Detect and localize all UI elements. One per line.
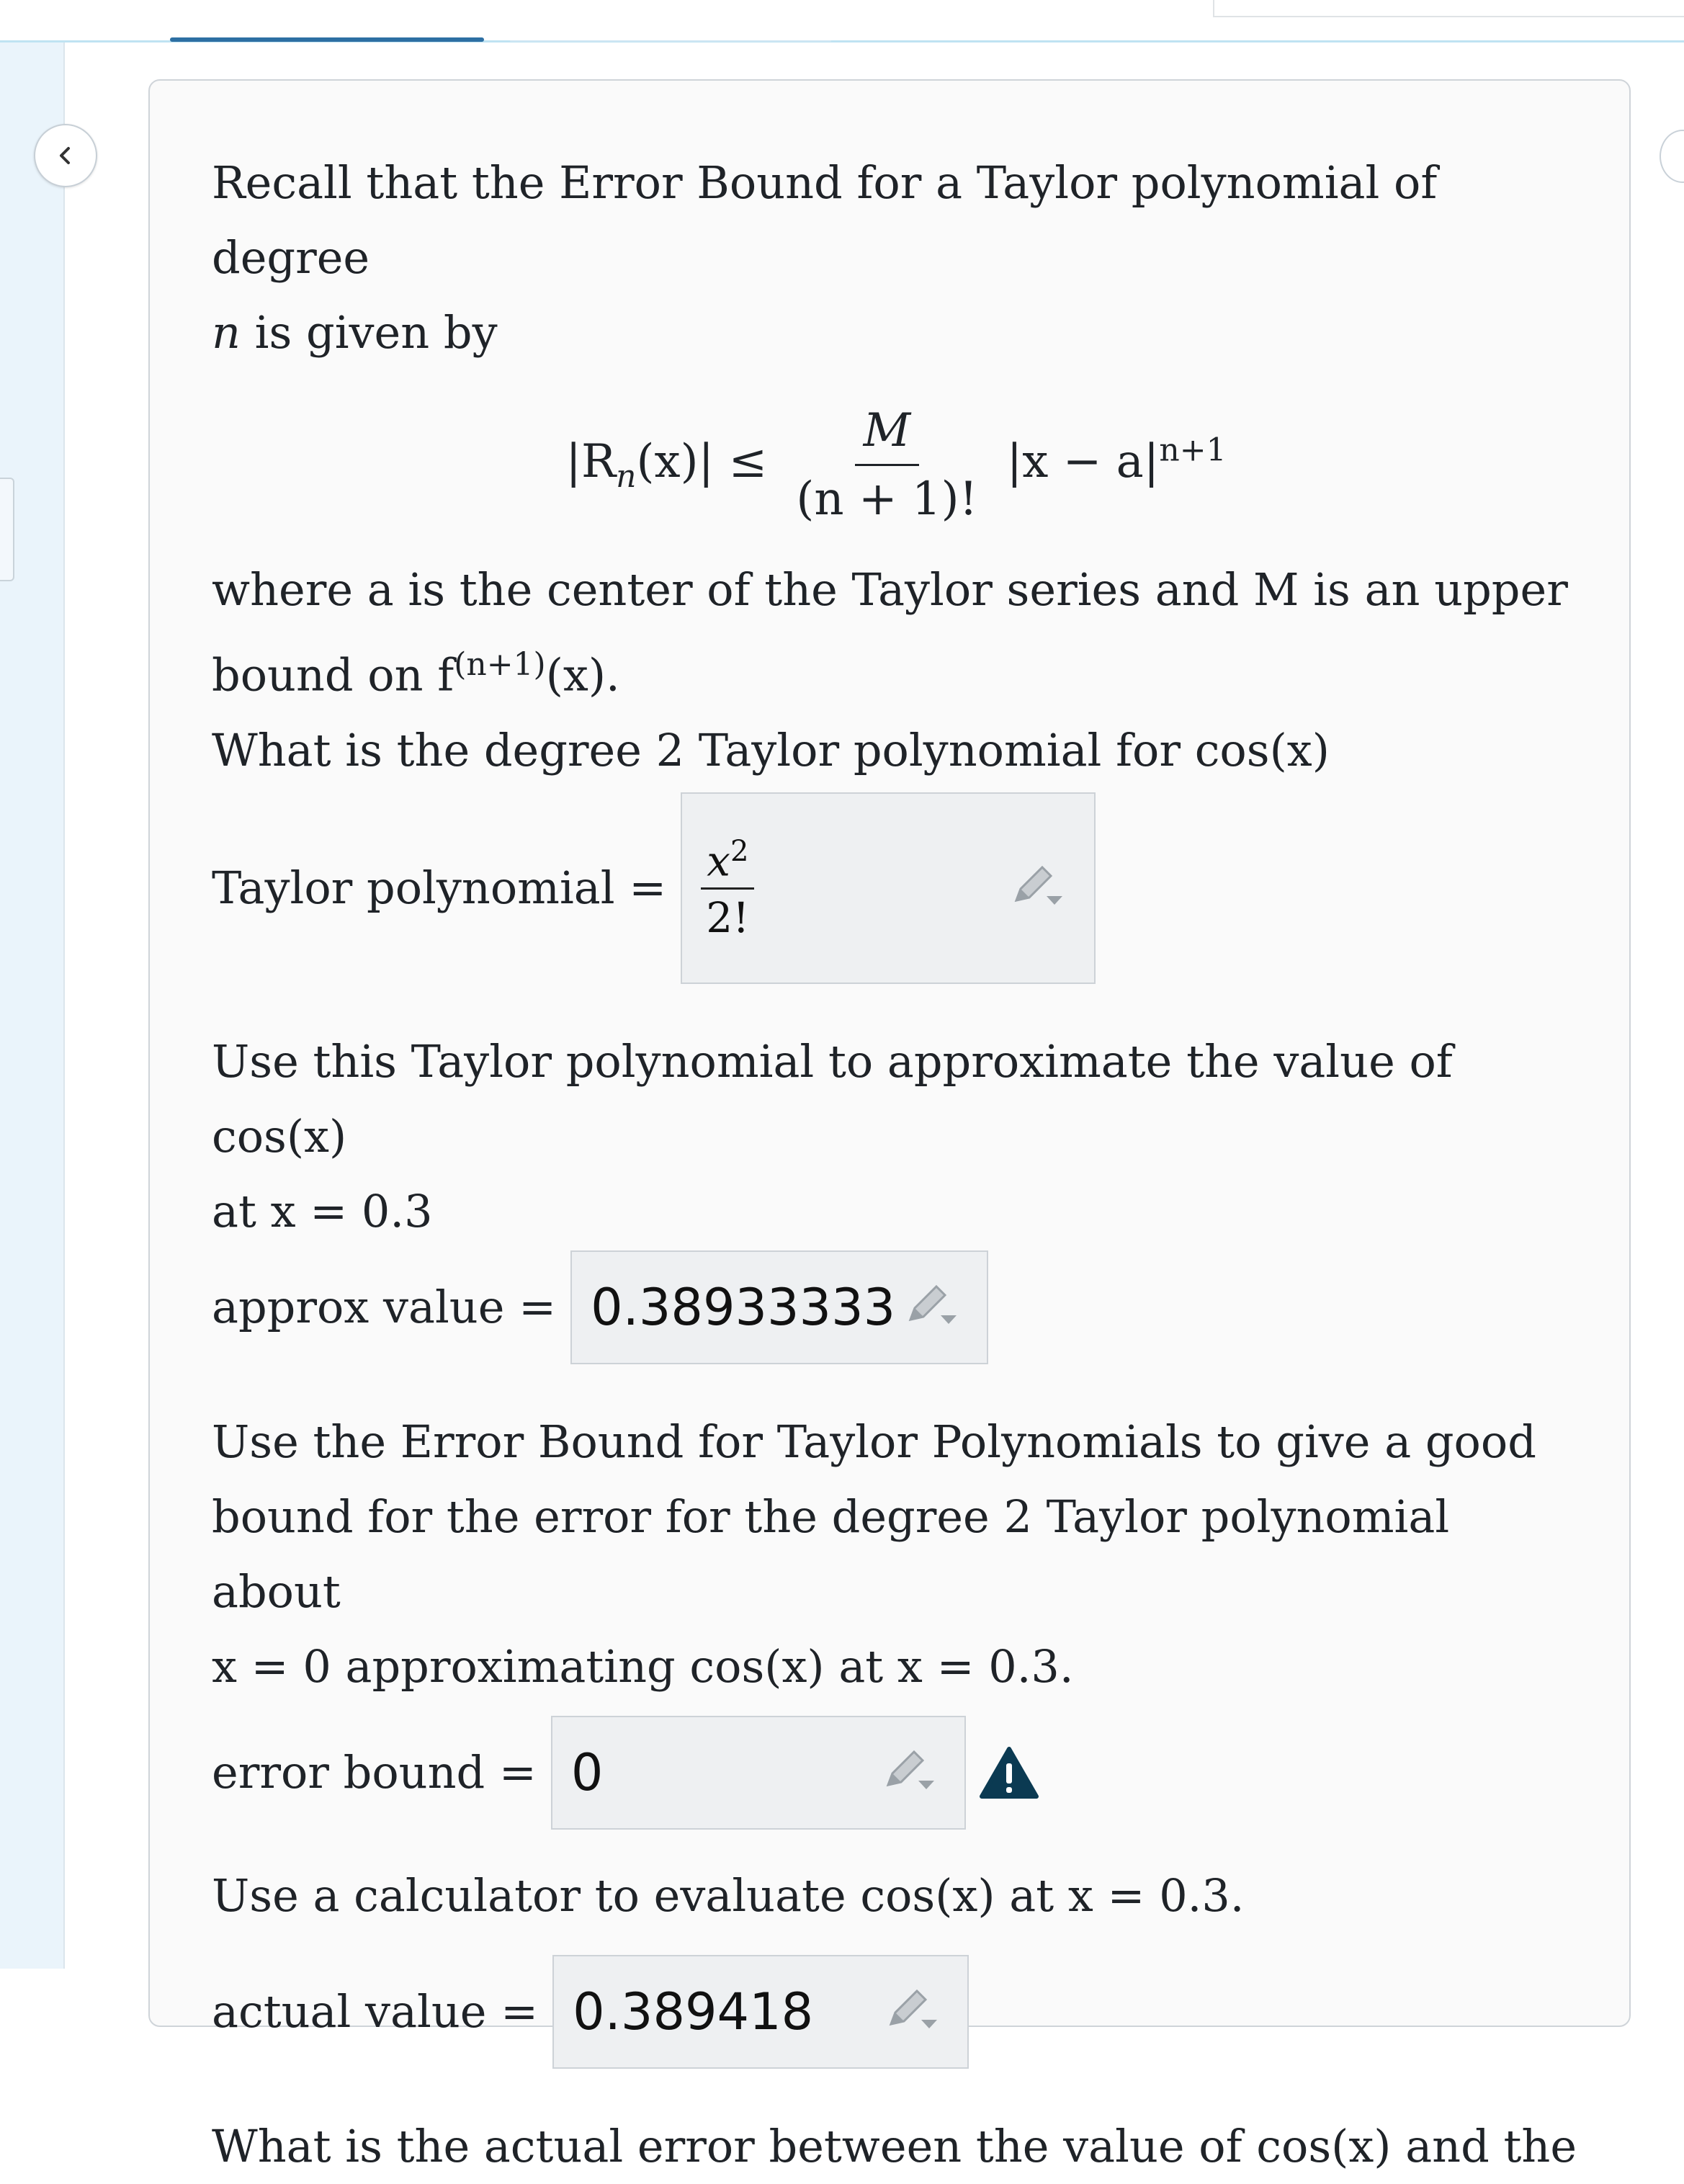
taylor-answer-row bbox=[212, 792, 1580, 984]
top-search-field[interactable] bbox=[1213, 0, 1684, 17]
top-bar bbox=[0, 0, 1684, 42]
warning-triangle-icon bbox=[979, 1746, 1039, 1799]
inactive-tab-indicator bbox=[510, 40, 831, 42]
pencil-edit-icon[interactable] bbox=[879, 1747, 937, 1798]
question-3-line-3: x = 0 approximating cos(x) at x = 0.3. bbox=[212, 1639, 1074, 1693]
question-1: What is the degree 2 Taylor polynomial for cos(x) bbox=[212, 723, 1330, 777]
taylor-label: Taylor polynomial = bbox=[212, 861, 667, 914]
formula-rhs: $|x - a|^{n+1}$ bbox=[1006, 431, 1227, 488]
where-line-1: where a is the center of the Taylor series and M is an upper bbox=[212, 563, 1568, 616]
error-label: error bound = bbox=[212, 1745, 537, 1799]
formula-fraction bbox=[787, 404, 986, 526]
active-tab-indicator bbox=[170, 37, 484, 42]
pencil-edit-icon[interactable] bbox=[902, 1282, 959, 1333]
formula-lhs: $|R_n(x)|$ ≤ bbox=[565, 435, 768, 495]
actual-label: actual value = bbox=[212, 1984, 539, 2038]
question-content bbox=[212, 146, 1580, 2184]
approx-input[interactable] bbox=[570, 1250, 988, 1364]
approx-label: approx value = bbox=[212, 1280, 557, 1333]
rail-handle[interactable] bbox=[0, 478, 14, 581]
error-bound-value: 0 bbox=[570, 1742, 604, 1802]
left-rail bbox=[0, 42, 65, 1969]
question-3-line-1: Use the Error Bound for Taylor Polynomials to give a good bbox=[212, 1415, 1536, 1468]
intro-line-2: n is given by bbox=[212, 306, 498, 359]
next-button[interactable] bbox=[1660, 130, 1684, 183]
error-answer-row bbox=[212, 1716, 1580, 1830]
approx-value: 0.38933333 bbox=[591, 1277, 896, 1337]
pencil-edit-icon[interactable] bbox=[1008, 863, 1065, 913]
where-line-2: bound on $f^{(n+1)}(x)$. bbox=[212, 646, 620, 702]
actual-value-input[interactable] bbox=[552, 1955, 969, 2069]
approx-answer-row bbox=[212, 1250, 1580, 1364]
question-4: Use a calculator to evaluate cos(x) at x = 0.3. bbox=[212, 1869, 1245, 1922]
question-5-partial: What is the actual error between the value of cos(x) and the bbox=[212, 2119, 1577, 2172]
formula-numerator: M bbox=[855, 408, 920, 466]
taylor-input[interactable] bbox=[681, 792, 1096, 984]
question-2-line-2: at x = 0.3 bbox=[212, 1184, 433, 1238]
intro-line-1: Recall that the Error Bound for a Taylor polynomial of degree bbox=[212, 156, 1438, 284]
pencil-edit-icon[interactable] bbox=[882, 1987, 940, 2037]
taylor-answer-fraction: $\frac{x^2}{2!}$ bbox=[701, 837, 754, 939]
back-button[interactable] bbox=[34, 124, 97, 187]
chevron-left-icon bbox=[53, 143, 78, 168]
error-bound-formula bbox=[212, 404, 1580, 526]
question-2-line-1: Use this Taylor polynomial to approximate the value of cos(x) bbox=[212, 1034, 1453, 1163]
error-bound-input[interactable] bbox=[551, 1716, 966, 1830]
formula-denominator: (n + 1)! bbox=[796, 473, 978, 526]
actual-value: 0.389418 bbox=[573, 1982, 814, 2041]
question-card bbox=[148, 79, 1631, 2172]
question-3-line-2: bound for the error for the degree 2 Taylor polynomial about bbox=[212, 1490, 1450, 1618]
actual-answer-row bbox=[212, 1955, 1580, 2069]
